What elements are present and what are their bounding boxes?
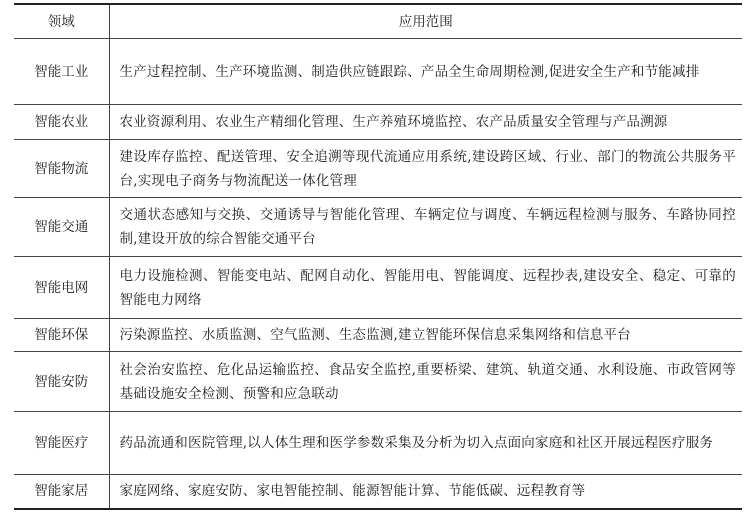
table-row (14, 412, 742, 475)
scope-cell: 建设库存监控、配送管理、安全追溯等现代流通应用系统,建设跨区域、行业、部门的物流公共服务平台,实现电子商务与物流配送一体化管理 (109, 140, 742, 198)
domain-cell: 智能医疗 (14, 412, 109, 475)
domain-cell: 智能家居 (14, 475, 109, 509)
table-row (14, 198, 742, 257)
table-row (14, 257, 742, 319)
scope-cell: 交通状态感知与交换、交通诱导与智能化管理、车辆定位与调度、车辆远程检测与服务、车路协同控制,建设开放的综合智能交通平台 (109, 198, 742, 257)
scope-cell: 家庭网络、家庭安防、家电智能控制、能源智能计算、节能低碳、远程教育等 (109, 475, 742, 509)
domain-column-header: 领域 (14, 4, 109, 39)
domain-cell: 智能工业 (14, 39, 109, 105)
scope-cell: 药品流通和医院管理,以人体生理和医学参数采集及分析为切入点面向家庭和社区开展远程医疗服务 (109, 412, 742, 475)
scope-cell: 电力设施检测、智能变电站、配网自动化、智能用电、智能调度、远程抄表,建设安全、稳定、可靠的智能电力网络 (109, 257, 742, 319)
iot-application-table (14, 3, 742, 510)
scope-cell: 生产过程控制、生产环境监测、制造供应链跟踪、产品全生命周期检测,促进安全生产和节能减排 (109, 39, 742, 105)
table-row (14, 319, 742, 352)
domain-cell: 智能交通 (14, 198, 109, 257)
domain-cell: 智能安防 (14, 352, 109, 412)
table-row (14, 140, 742, 198)
table-header (14, 4, 742, 39)
domain-cell: 智能环保 (14, 319, 109, 352)
table-body (14, 39, 742, 509)
scope-cell: 社会治安监控、危化品运输监控、食品安全监控,重要桥梁、建筑、轨道交通、水利设施、市政管网等基础设施安全检测、预警和应急联动 (109, 352, 742, 412)
scope-column-header: 应用范围 (109, 4, 742, 39)
table-row (14, 475, 742, 509)
table-row (14, 352, 742, 412)
header-row (14, 4, 742, 39)
scope-cell: 农业资源利用、农业生产精细化管理、生产养殖环境监控、农产品质量安全管理与产品溯源 (109, 105, 742, 140)
table-row (14, 39, 742, 105)
scope-cell: 污染源监控、水质监测、空气监测、生态监测,建立智能环保信息采集网络和信息平台 (109, 319, 742, 352)
domain-cell: 智能农业 (14, 105, 109, 140)
domain-cell: 智能物流 (14, 140, 109, 198)
domain-cell: 智能电网 (14, 257, 109, 319)
table-row (14, 105, 742, 140)
